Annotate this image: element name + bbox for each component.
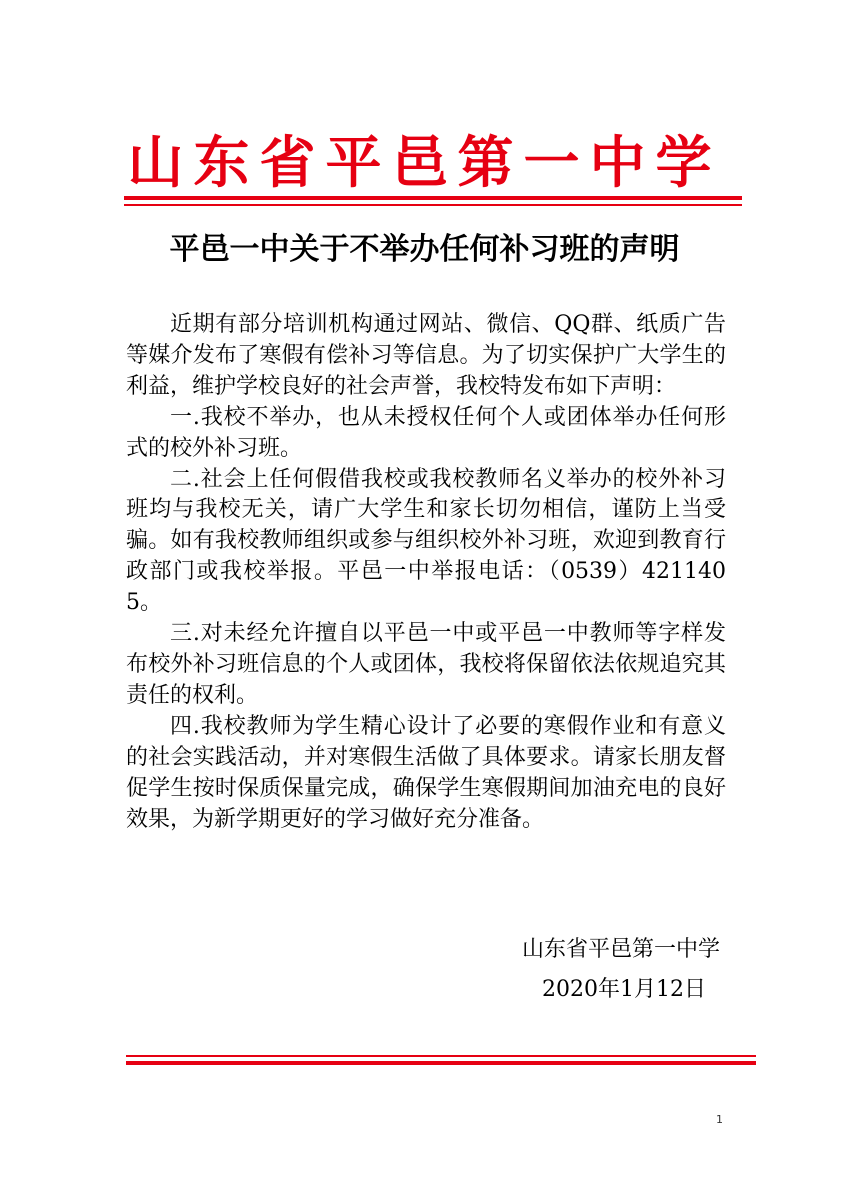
footer-divider-thin <box>126 1055 756 1057</box>
header-divider-thin <box>124 204 742 206</box>
paragraph-intro: 近期有部分培训机构通过网站、微信、QQ群、纸质广告等媒介发布了寒假有偿补习等信息。为了切实保护广大学生的利益，维护学校良好的社会声誉，我校特发布如下声明： <box>126 312 726 399</box>
paragraph-item-3: 三.对未经允许擅自以平邑一中或平邑一中教师等字样发布校外补习班信息的个人或团体，我校将保留依法依规追究其责任的权利。 <box>126 621 726 708</box>
signature-organization: 山东省平邑第一中学 <box>522 937 721 962</box>
institution-masthead: 山东省平邑第一中学 <box>127 130 722 196</box>
paragraph-item-4: 四.我校教师为学生精心设计了必要的寒假作业和有意义的社会实践活动，并对寒假生活做了具体要求。请家长朋友督促学生按时保质保量完成，确保学生寒假期间加油充电的良好效果，为新学期更好的学习做好充分准备。 <box>126 713 726 832</box>
paragraph-item-1: 一.我校不举办，也从未授权任何个人或团体举办任何形式的校外补习班。 <box>126 404 726 461</box>
footer-divider-thick <box>126 1061 756 1065</box>
page-number: 1 <box>716 1113 723 1126</box>
document-title: 平邑一中关于不举办任何补习班的声明 <box>169 232 680 267</box>
header-divider-thick <box>124 196 742 200</box>
paragraph-item-2: 二.社会上任何假借我校或我校教师名义举办的校外补习班均与我校无关，请广大学生和家长切勿相信，谨防上当受骗。如有我校教师组织或参与组织校外补习班，欢迎到教育行政部门或我校举报。平邑一中举报电话：（0539）4211405。 <box>126 466 726 616</box>
signature-date: 2020年1月12日 <box>542 977 706 1002</box>
signature-block <box>480 930 760 1010</box>
document-body <box>126 310 726 835</box>
